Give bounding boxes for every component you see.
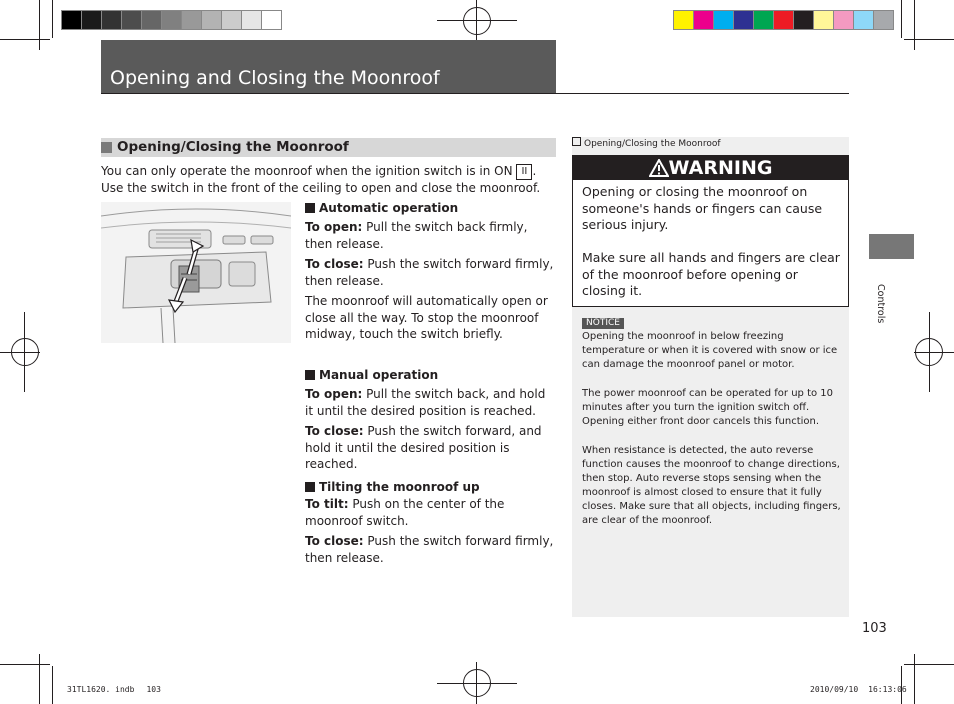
notice-text: Opening the moonroof in below freezing temperature or when it is covered with snow or ice can damage the moonroof panel or motor. bbox=[582, 331, 838, 370]
registration-line bbox=[24, 312, 25, 392]
manual-open-instruction: To open: Pull the switch back, and hold it until the desired position is reached. bbox=[305, 387, 546, 418]
crop-mark bbox=[914, 654, 915, 704]
color-swatch bbox=[693, 10, 714, 30]
automatic-operation-heading: Automatic operation bbox=[305, 200, 555, 216]
registration-line bbox=[914, 352, 954, 353]
footer-file: 31TL1620. indb 103 bbox=[67, 685, 161, 694]
section-heading bbox=[101, 138, 556, 157]
page-title: Opening and Closing the Moonroof bbox=[110, 67, 440, 89]
warning-box bbox=[572, 155, 849, 307]
color-swatch bbox=[813, 10, 834, 30]
registration-line bbox=[437, 683, 517, 684]
color-swatch bbox=[201, 10, 222, 30]
color-swatch bbox=[141, 10, 162, 30]
manual-close-instruction: To close: Push the switch forward, and hold it until the desired position is reached. bbox=[305, 424, 542, 471]
color-swatch bbox=[733, 10, 754, 30]
tilt-close-instruction: To close: Push the switch forward firmly, then release. bbox=[305, 534, 554, 565]
color-swatch bbox=[773, 10, 794, 30]
intro-text-2: . Use the switch in the front of the ceiling to open and close the moonroof. bbox=[101, 164, 541, 195]
manual-operation-block bbox=[305, 367, 555, 473]
tilting-block bbox=[305, 479, 555, 566]
color-swatch bbox=[833, 10, 854, 30]
warning-title: WARNING bbox=[668, 157, 773, 179]
intro-text-1: You can only operate the moonroof when the ignition switch is in ON bbox=[101, 164, 513, 178]
ignition-on-key-icon: II bbox=[516, 164, 532, 180]
registration-mark-top bbox=[463, 7, 491, 35]
subheading-bullet-icon bbox=[305, 370, 315, 380]
section-heading-text: Opening/Closing the Moonroof bbox=[117, 139, 349, 155]
section-tab bbox=[869, 234, 914, 259]
registration-line bbox=[476, 0, 477, 42]
warning-text-2: Make sure all hands and fingers are clear of the moonroof before opening or closing it. bbox=[582, 250, 840, 298]
color-swatch bbox=[161, 10, 182, 30]
subheading-bullet-icon bbox=[305, 482, 315, 492]
subheading-bullet-icon bbox=[305, 203, 315, 213]
color-swatch bbox=[181, 10, 202, 30]
page-number: 103 bbox=[862, 621, 887, 636]
registration-line bbox=[476, 662, 477, 704]
crop-mark bbox=[901, 0, 902, 38]
section-bullet-icon bbox=[101, 142, 112, 153]
side-paragraph-1: The power moonroof can be operated for up to 10 minutes after you turn the ignition switch off. Opening either front door cancels this function. bbox=[582, 388, 834, 427]
crop-mark bbox=[0, 39, 50, 40]
auto-note: The moonroof will automatically open or close all the way. To stop the moonroof midway, touch the switch briefly. bbox=[305, 294, 548, 341]
side-paragraph-2: When resistance is detected, the auto reverse function causes the moonroof to change directions, then stop. Auto reverse stops sensing when the moonroof is almost closed to ensure that it fully closes. Make sure that all objects, including fingers, are clear of the moonroof. bbox=[582, 445, 841, 526]
moonroof-switch-illustration bbox=[101, 202, 291, 343]
side-reference: Opening/Closing the Moonroof bbox=[572, 137, 721, 149]
moonroof-switch-drawing bbox=[101, 202, 291, 343]
registration-line bbox=[929, 312, 930, 392]
crop-mark bbox=[39, 654, 40, 704]
automatic-operation-block bbox=[305, 200, 555, 343]
crop-mark bbox=[39, 0, 40, 50]
footer-timestamp: 2010/09/10 16:13:06 bbox=[810, 685, 907, 694]
color-swatch bbox=[673, 10, 694, 30]
color-swatch bbox=[753, 10, 774, 30]
color-swatch bbox=[793, 10, 814, 30]
warning-header bbox=[573, 156, 848, 180]
crop-mark bbox=[914, 0, 915, 50]
registration-line bbox=[437, 20, 517, 21]
color-swatch bbox=[873, 10, 894, 30]
intro-paragraph bbox=[101, 163, 559, 196]
color-swatch bbox=[61, 10, 82, 30]
tilt-instruction: To tilt: Push on the center of the moonroof switch. bbox=[305, 497, 505, 528]
page-title-bar bbox=[101, 40, 556, 93]
crop-mark bbox=[0, 664, 50, 665]
color-swatch bbox=[81, 10, 102, 30]
color-swatch bbox=[853, 10, 874, 30]
manual-operation-heading: Manual operation bbox=[305, 367, 555, 383]
color-swatch bbox=[121, 10, 142, 30]
section-tab-label: Controls bbox=[875, 284, 886, 324]
color-swatch bbox=[241, 10, 262, 30]
auto-open-instruction: To open: Pull the switch back firmly, then release. bbox=[305, 220, 528, 251]
crop-mark bbox=[52, 666, 53, 704]
color-swatch bbox=[261, 10, 282, 30]
color-swatch bbox=[101, 10, 122, 30]
crop-mark bbox=[904, 664, 954, 665]
warning-text-1: Opening or closing the moonroof on someone's hands or fingers can cause serious injury. bbox=[582, 184, 823, 232]
crop-mark bbox=[904, 39, 954, 40]
registration-line bbox=[0, 352, 40, 353]
notice-label: NOTICE bbox=[582, 318, 624, 329]
crop-mark bbox=[52, 0, 53, 38]
title-rule bbox=[101, 93, 849, 94]
warning-triangle-icon bbox=[649, 159, 669, 177]
reference-icon bbox=[572, 137, 581, 146]
color-swatch bbox=[221, 10, 242, 30]
color-swatch bbox=[713, 10, 734, 30]
tilting-heading: Tilting the moonroof up bbox=[305, 479, 555, 495]
auto-close-instruction: To close: Push the switch forward firmly, then release. bbox=[305, 257, 554, 288]
